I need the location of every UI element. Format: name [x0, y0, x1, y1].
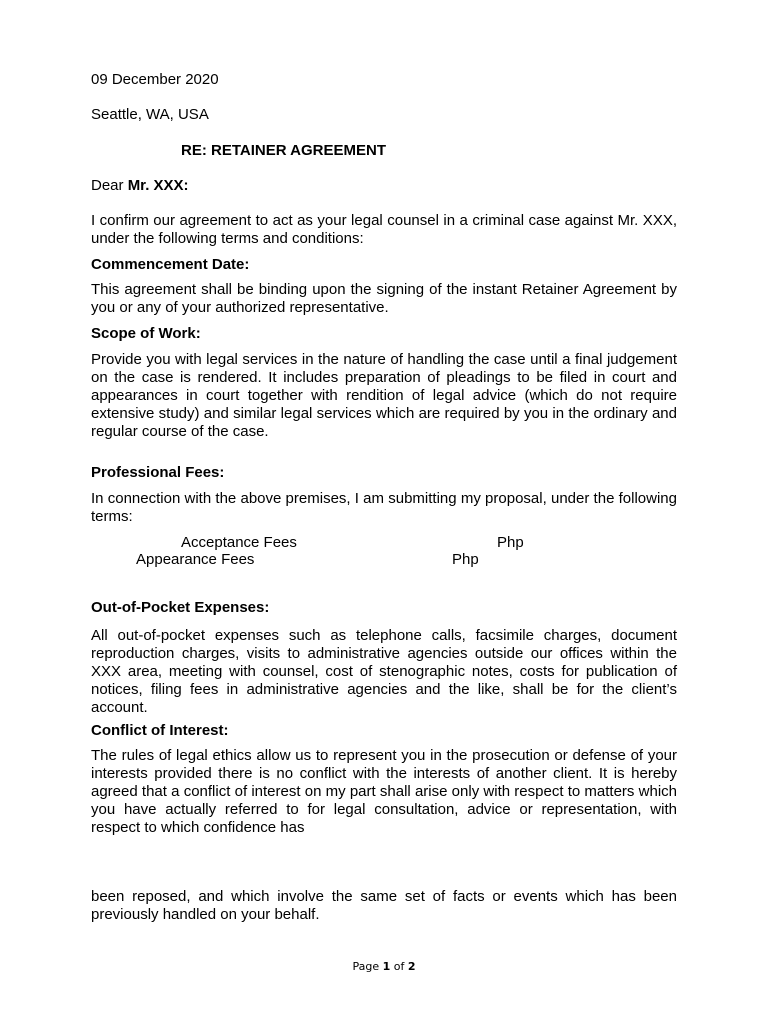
expenses-body: All out-of-pocket expenses such as telephone calls, facsimile charges, document reproduction charges, visits to administrative agencies outside our offices within the XXX area, meeting with counsel, cost of stenographic notes, costs for publication of notices, filing fees in administrative agencies and the like, shall be for the client’s account. — [91, 627, 677, 716]
footer-page-total: 2 — [407, 960, 416, 973]
conflict-body: The rules of legal ethics allow us to represent you in the prosecution or defense of your interests provided there is no conflict with the interests of another client. It is hereby agreed that a conflict of interest on my part shall arise only with respect to matters which you have actually referred to for legal consultation, advice or representation, with respect to which confidence has — [91, 747, 677, 836]
commencement-body: This agreement shall be binding upon the signing of the instant Retainer Agreement by you or any of your authorized representative. — [91, 281, 677, 316]
fees-body: In connection with the above premises, I am submitting my proposal, under the following terms: — [91, 490, 677, 525]
acceptance-fees-label: Acceptance Fees — [181, 534, 297, 551]
footer-page-current: 1 — [382, 960, 391, 973]
fees-heading: Professional Fees: — [91, 464, 225, 481]
page-footer — [0, 960, 768, 973]
conflict-heading: Conflict of Interest: — [91, 722, 229, 739]
subject-line: RE: RETAINER AGREEMENT — [181, 142, 387, 159]
salutation — [91, 177, 677, 195]
appearance-fees-label: Appearance Fees — [136, 551, 255, 568]
appearance-fees-currency: Php — [452, 551, 479, 568]
footer-of-word: of — [390, 960, 408, 973]
footer-page-word: Page — [352, 960, 383, 973]
letter-location: Seattle, WA, USA — [91, 106, 209, 123]
salutation-name: Mr. XXX: — [127, 177, 189, 194]
acceptance-fees-currency: Php — [497, 534, 524, 551]
commencement-heading: Commencement Date: — [91, 256, 250, 273]
conflict-continuation: been reposed, and which involve the same set of facts or events which has been previously handled on your behalf. — [91, 888, 677, 923]
intro-paragraph: I confirm our agreement to act as your legal counsel in a criminal case against Mr. XXX, under the following terms and conditions: — [91, 212, 677, 247]
scope-body: Provide you with legal services in the nature of handling the case until a final judgement on the case is rendered. It includes preparation of pleadings to be filed in court and appearances in court together with rendition of legal advice (which do not require extensive study) and similar legal services which are required by you in the ordinary and regular course of the case. — [91, 351, 677, 440]
salutation-prefix: Dear — [91, 177, 128, 194]
expenses-heading: Out-of-Pocket Expenses: — [91, 599, 270, 616]
scope-heading: Scope of Work: — [91, 325, 201, 342]
letter-date: 09 December 2020 — [91, 71, 219, 88]
